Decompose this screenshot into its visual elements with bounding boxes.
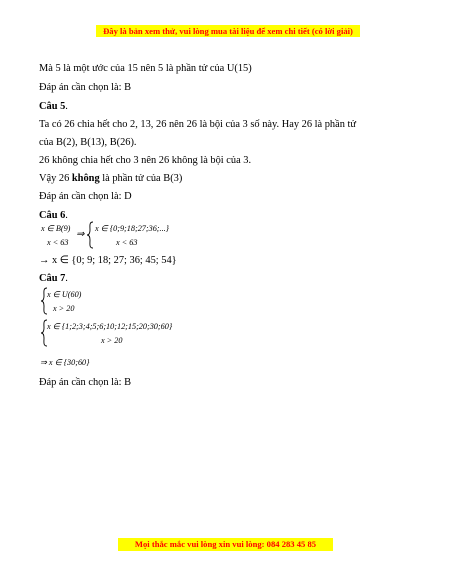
preview-banner: Đây là bản xem thử, vui lòng mua tài liệu để xem chi tiết (có lời giải) (96, 25, 360, 37)
text-line: của B(2), B(13), B(26). (39, 137, 137, 148)
implies-arrow: ⇒ (76, 229, 85, 240)
text-line: Đáp án cần chọn là: B (39, 82, 132, 93)
math-expression: x < 63 (47, 238, 69, 247)
left-brace-icon (86, 221, 94, 249)
math-expression: x ∈ U(60) (47, 290, 82, 299)
text-line: Mà 5 là một ước của 15 nên 5 là phần tử của U(15) (39, 63, 252, 74)
math-expression: ⇒ x ∈ {30;60} (40, 358, 90, 367)
text-line: → x ∈ {0; 9; 18; 27; 36; 45; 54} (39, 255, 177, 266)
text-line: Ta có 26 chia hết cho 2, 13, 26 nên 26 là bội của 3 số này. Hay 26 là phần tử (39, 119, 357, 130)
title-period: . (65, 101, 68, 112)
text-span: là phần tử của B(3) (99, 173, 183, 184)
text-line: 26 không chia hết cho 3 nên 26 không là bội của 3. (39, 155, 252, 166)
math-expression: x ∈ B(9) (41, 224, 71, 233)
math-expression: x < 63 (116, 238, 138, 247)
bold-word: không (71, 173, 100, 184)
question-title (39, 100, 68, 113)
title-period: . (65, 273, 68, 284)
text-line: Đáp án cần chọn là: B (39, 377, 132, 388)
question-label: Câu 6 (39, 210, 66, 221)
title-period: . (65, 210, 68, 221)
math-expression: x ∈ {0;9;18;27;36;...} (95, 224, 169, 233)
math-expression: x > 20 (53, 304, 75, 313)
math-expression: x > 20 (101, 336, 123, 345)
question-label: Câu 5 (39, 101, 66, 112)
text-line (39, 172, 182, 185)
math-expression: x ∈ {1;2;3;4;5;6;10;12;15;20;30;60} (47, 322, 173, 331)
text-span: Vậy 26 (39, 173, 72, 184)
question-label: Câu 7 (39, 273, 66, 284)
text-line: Đáp án cần chọn là: D (39, 191, 132, 202)
question-title (39, 209, 68, 222)
question-title (39, 272, 68, 285)
contact-banner: Mọi thắc mắc vui lòng xin vui lòng: 084 283 45 85 (118, 538, 333, 551)
